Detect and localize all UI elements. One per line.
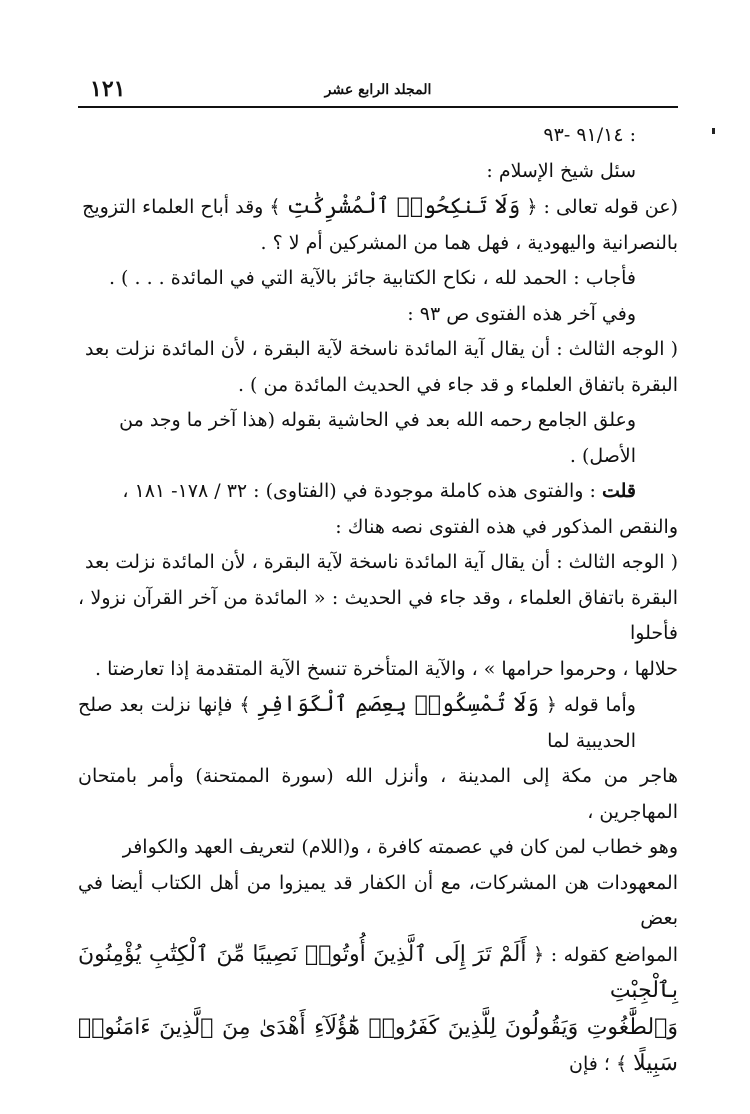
quran-verse: أَلَمْ تَرَ إِلَى ٱلَّذِينَ أُوتُوا۟ نَصِيبًا مِّنَ ٱلْكِتَٰبِ يُؤْمِنُونَ بِٱلْجِبْتِ [78, 941, 678, 1003]
quote-line: البقرة باتفاق العلماء ، وقد جاء في الحديث : « المائدة من آخر القرآن نزولا ، فأحلوا [78, 586, 678, 644]
quote-line: ( الوجه الثالث : أن يقال آية المائدة ناسخة لآية البقرة ، لأن المائدة نزلت بعد [84, 338, 678, 360]
paragraph-line [78, 687, 678, 759]
text-fragment: وأما قوله ﴿ [545, 694, 636, 716]
question-line [78, 189, 678, 226]
question-line: بالنصرانية واليهودية ، فهل هما من المشركين أم لا ؟ . [260, 231, 678, 254]
paragraph-line: وهو خطاب لمن كان في عصمته كافرة ، و(اللام) لتعريف العهد والكوافر [122, 836, 678, 858]
text-fragment: (عن قوله تعالى : ﴿ [526, 196, 678, 218]
text-fragment: : والفتوى هذه كاملة موجودة في (الفتاوى) : ٣٢ / ١٧٨- ١٨١ ، [122, 480, 596, 502]
text-fragment: ﴾ ؛ فإن [569, 1053, 628, 1075]
paragraph-line [78, 937, 678, 1010]
fatwa-reference: : ٩١/١٤ -٩٣ [543, 124, 636, 146]
note-line: وعلق الجامع رحمه الله بعد في الحاشية بقوله (هذا آخر ما وجد من الأصل) . [119, 409, 636, 467]
paragraph-line: وفي آخر هذه الفتوى ص ٩٣ : [407, 302, 636, 325]
paragraph-line: والنقص المذكور في هذه الفتوى نصه هناك : [335, 515, 678, 538]
text-fragment: المواضع كقوله : ﴿ [533, 943, 678, 966]
text-fragment: ﴾ وقد أباح العلماء التزويج [82, 196, 281, 218]
qult-label: قلت [601, 480, 636, 502]
text-fragment: ﴾ فإنها نزلت بعد صلح الحديبية لما [78, 694, 636, 752]
page-header [78, 72, 678, 108]
answer-line: فأجاب : الحمد لله ، نكاح الكتابية جائز بالآية التي في المائدة . . . ) . [108, 267, 636, 289]
author-comment-line [78, 474, 678, 510]
quote-line: ( الوجه الثالث : أن يقال آية المائدة ناسخة لآية البقرة ، لأن المائدة نزلت بعد [84, 551, 678, 573]
paragraph-line [78, 1010, 678, 1083]
quran-verse: وَلَا تَنكِحُوا۟ ٱلْمُشْرِكَٰتِ [286, 194, 521, 219]
question-intro: سئل شيخ الإسلام : [486, 159, 636, 182]
paragraph-line: هاجر من مكة إلى المدينة ، وأنزل الله (سورة الممتحنة) وأمر بامتحان المهاجرين ، [78, 765, 678, 823]
body-text [78, 118, 678, 1083]
quote-line: حلالها ، وحرموا حرامها » ، والآية المتأخرة تنسخ الآية المتقدمة إذا تعارضتا . [95, 657, 678, 680]
quote-line: البقرة باتفاق العلماء و قد جاء في الحديث المائدة من ) . [237, 373, 678, 396]
margin-mark [712, 128, 715, 134]
running-title: المجلد الرابع عشر [324, 82, 432, 98]
quran-verse: وَلَا تُمْسِكُوا۟ بِعِصَمِ ٱلْكَوَافِرِ [257, 692, 540, 717]
quran-verse: وَٱلطَّٰغُوتِ وَيَقُولُونَ لِلَّذِينَ كَفَرُوا۟ هَٰٓؤُلَآءِ أَهْدَىٰ مِنَ ٱلَّذِينَ ءَامَنُوا۟ سَبِيلًا [78, 1014, 678, 1076]
page-number: ١٢١ [90, 76, 126, 102]
paragraph-line: المعهودات هن المشركات، مع أن الكفار قد يميزوا من أهل الكتاب أيضا في بعض [78, 871, 678, 929]
